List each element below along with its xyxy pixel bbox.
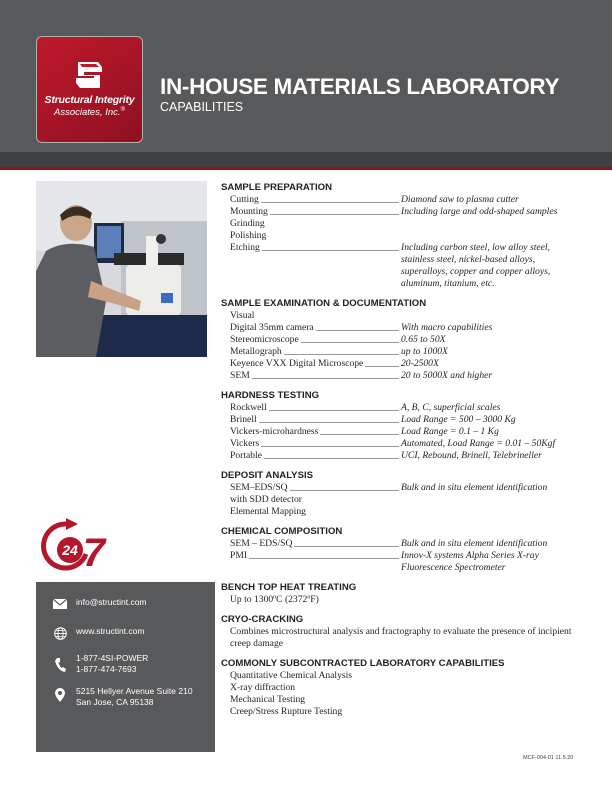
header-band: [0, 152, 612, 167]
phone-icon: [52, 658, 68, 672]
contact-email-row[interactable]: [52, 597, 147, 611]
contact-phone-primary[interactable]: 1-877-4SI-POWER: [76, 653, 149, 663]
section-title: SAMPLE PREPARATION: [221, 182, 333, 193]
section-title: CHEMICAL COMPOSITION: [221, 526, 343, 537]
section-title: DEPOSIT ANALYSIS: [221, 470, 314, 481]
list-item: with SDD detector: [230, 494, 302, 505]
contact-website-row[interactable]: [52, 626, 145, 640]
section-chemical-composition: [221, 526, 581, 574]
company-logo[interactable]: [36, 36, 143, 143]
section-title: COMMONLY SUBCONTRACTED LABORATORY CAPABILITIES: [221, 658, 505, 669]
list-item: Cutting Diamond saw to plasma cutter: [230, 194, 519, 205]
list-item: SEM – EDS/SQ Bulk and in situ element identification: [230, 538, 548, 549]
list-item: X-ray diffraction: [230, 682, 296, 693]
page-title: IN-HOUSE MATERIALS LABORATORY: [160, 74, 560, 99]
list-item: Vickers Automated, Load Range = 0.01 – 50Kgf: [230, 438, 556, 449]
section-title: SAMPLE EXAMINATION & DOCUMENTATION: [221, 298, 427, 309]
list-item: Metallograph up to 1000X: [230, 346, 448, 357]
list-item: SEM 20 to 5000X and higher: [230, 370, 493, 381]
capabilities-list: [221, 182, 581, 726]
section-cryo-cracking: [221, 614, 581, 650]
list-item: PMI Innov-X systems Alpha Series X-ray Fluorescence Spectrometer: [230, 550, 539, 573]
contact-website[interactable]: www.structint.com: [76, 626, 145, 636]
list-item: Quantitative Chemical Analysis: [230, 670, 353, 681]
section-sample-examination: [221, 298, 581, 382]
section-title: CRYO-CRACKING: [221, 614, 304, 625]
list-item: Visual: [230, 310, 255, 321]
list-item: Elemental Mapping: [230, 506, 306, 517]
list-item: Stereomicroscope 0.65 to 50X: [230, 334, 446, 345]
header-divider: [0, 167, 612, 170]
contact-address-line2: San Jose, CA 95138: [76, 697, 154, 707]
logo-line2: Associates, Inc.®: [54, 107, 125, 119]
logo-line1: Structural Integrity: [44, 94, 135, 106]
clock-247-icon: [36, 518, 110, 574]
section-title: BENCH TOP HEAT TREATING: [221, 582, 357, 593]
badge-24-text: 24: [62, 542, 78, 558]
section-hardness-testing: [221, 390, 581, 462]
contact-panel: [36, 582, 215, 752]
section-text: Combines microstructural analysis and fractography to evaluate the presence of incipient creep damage: [230, 626, 572, 649]
list-item: Rockwell A, B, C, superficial scales: [230, 402, 501, 413]
list-item: Brinell Load Range = 500 – 3000 Kg: [230, 414, 516, 425]
map-pin-icon: [52, 688, 68, 702]
logo-mark-icon: [72, 58, 106, 92]
contact-email[interactable]: info@structint.com: [76, 597, 147, 607]
lab-photo: [36, 181, 207, 357]
globe-icon: [52, 626, 68, 640]
badge-7-text: 7: [82, 531, 106, 574]
list-item: Etching Including carbon steel, low alloy steel, stainless steel, nickel-based alloys, superalloys, copper and copper alloys, aluminum, titanium, etc.: [230, 242, 551, 289]
section-title: HARDNESS TESTING: [221, 390, 320, 401]
list-item: Creep/Stress Rupture Testing: [230, 706, 343, 717]
email-icon: [52, 597, 68, 611]
contact-phone-row[interactable]: [52, 653, 148, 675]
list-item: Vickers-microhardness Load Range = 0.1 – 1 Kg: [230, 426, 499, 437]
contact-phone-secondary[interactable]: 1-877-474-7693: [76, 664, 137, 674]
list-item: Portable UCI, Rebound, Brinell, Telebrineller: [230, 450, 542, 461]
list-item: Mounting Including large and odd-shaped samples: [230, 206, 558, 217]
section-sample-preparation: [221, 182, 581, 290]
list-item: SEM–EDS/SQ Bulk and in situ element identification: [230, 482, 548, 493]
page-subtitle: CAPABILITIES: [160, 100, 244, 114]
section-subcontracted-capabilities: [221, 658, 581, 718]
list-item: Digital 35mm camera With macro capabilities: [230, 322, 493, 333]
section-deposit-analysis: [221, 470, 581, 518]
contact-address-line1: 5215 Hellyer Avenue Suite 210: [76, 686, 193, 696]
list-item: Mechanical Testing: [230, 694, 306, 705]
availability-24-7-badge: [36, 518, 110, 574]
list-item: Keyence VXX Digital Microscope 20-2500X: [230, 358, 439, 369]
section-text: Up to 1300ºC (2372ºF): [230, 594, 319, 605]
section-bench-top-heat-treating: [221, 582, 581, 606]
contact-address-row: [52, 686, 193, 708]
list-item: Grinding: [230, 218, 265, 229]
document-code: MCF-004-01 11.5.20: [523, 755, 574, 761]
list-item: Polishing: [230, 230, 267, 241]
